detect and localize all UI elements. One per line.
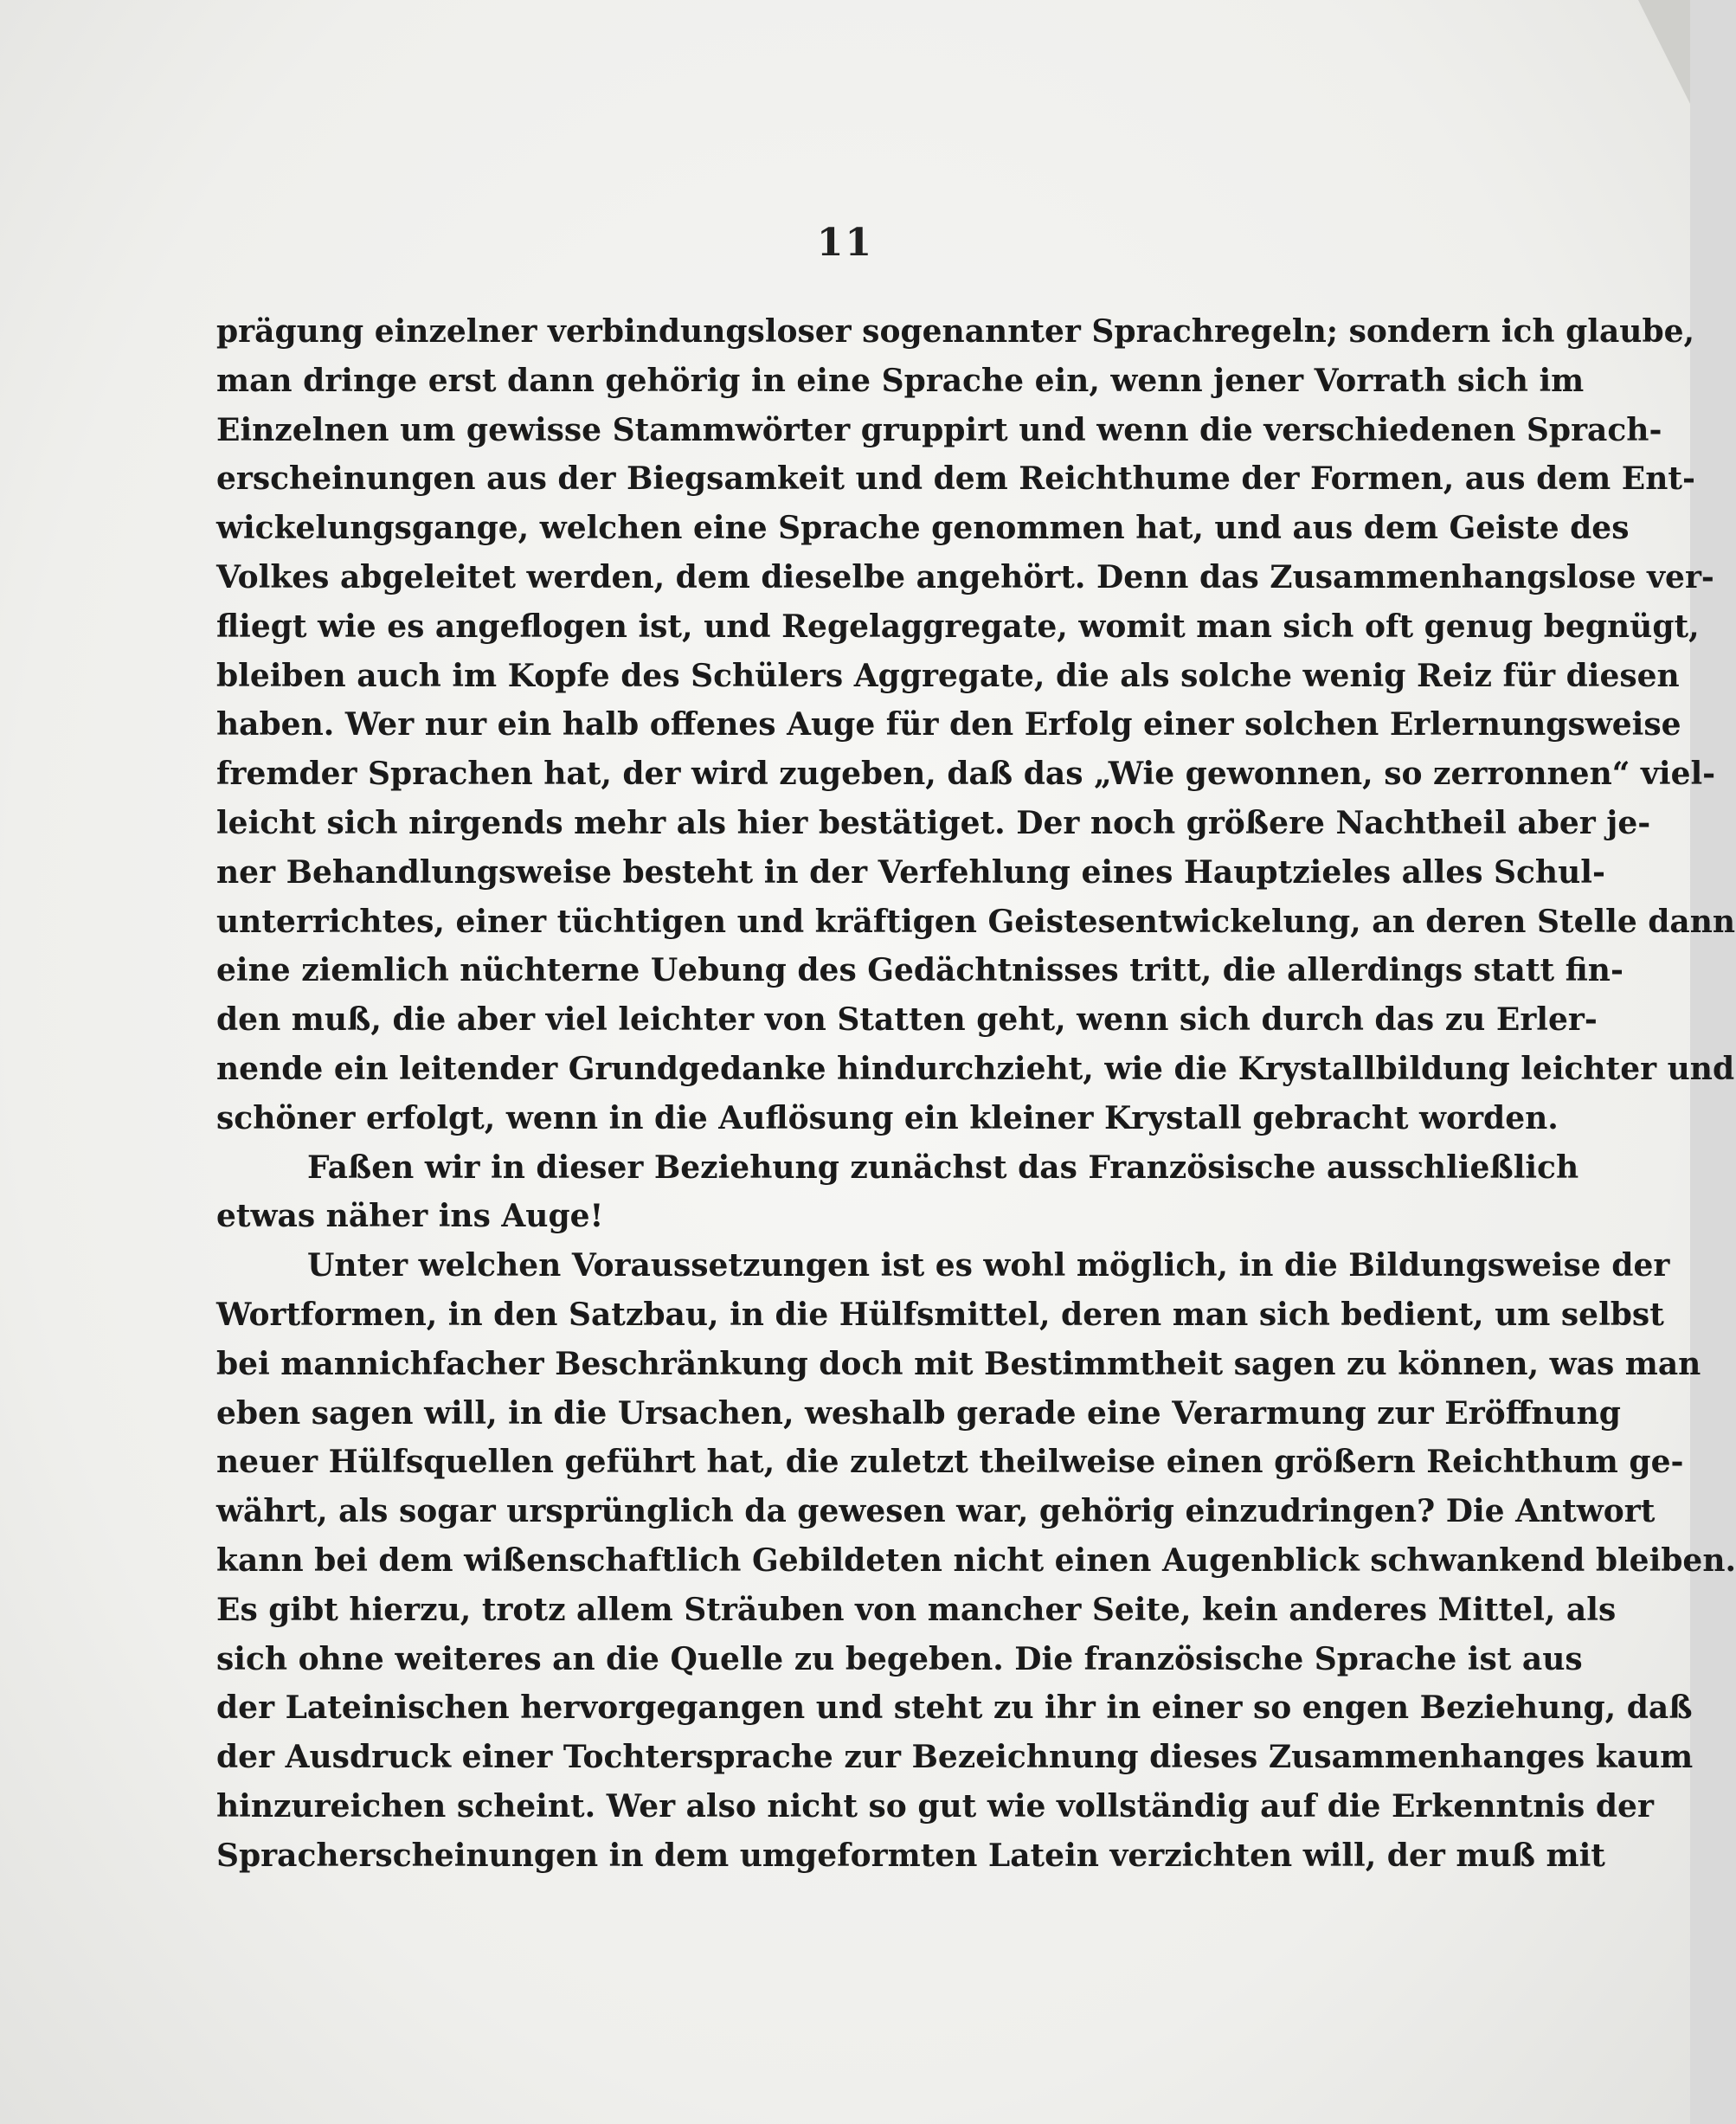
text-line: Spracherscheinungen in dem umgeformten Latein verzichten will, der muß mit xyxy=(216,1837,1605,1874)
text-line: Unter welchen Voraussetzungen ist es wohl möglich, in die Bildungsweise der xyxy=(307,1247,1670,1284)
text-line: schöner erfolgt, wenn in die Auflösung ein kleiner Krystall gebracht worden. xyxy=(216,1099,1559,1136)
text-line: etwas näher ins Auge! xyxy=(216,1198,604,1235)
text-line: prägung einzelner verbindungsloser sogenannter Sprachregeln; sondern ich glaube, xyxy=(216,313,1695,350)
text-line: den muß, die aber viel leichter von Statten geht, wenn sich durch das zu Erler- xyxy=(216,1001,1598,1039)
text-line: ner Behandlungsweise besteht in der Verfehlung eines Hauptzieles alles Schul- xyxy=(216,853,1605,891)
text-line: eine ziemlich nüchterne Uebung des Gedächtnisses tritt, die allerdings statt fin- xyxy=(216,952,1623,989)
text-line: der Ausdruck einer Tochtersprache zur Bezeichnung dieses Zusammenhanges kaum xyxy=(216,1739,1694,1776)
text-line: kann bei dem wißenschaftlich Gebildeten nicht einen Augenblick schwankend bleiben. xyxy=(216,1542,1736,1579)
text-line: währt, als sogar ursprünglich da gewesen war, gehörig einzudringen? Die Antwort xyxy=(216,1493,1656,1530)
text-line: leicht sich nirgends mehr als hier bestätiget. Der noch größere Nachtheil aber je- xyxy=(216,804,1651,841)
text-line: Faßen wir in dieser Beziehung zunächst das Französische ausschließlich xyxy=(307,1149,1579,1186)
text-line: haben. Wer nur ein halb offenes Auge für den Erfolg einer solchen Erlernungsweise xyxy=(216,706,1681,743)
text-line: neuer Hülfsquellen geführt hat, die zuletzt theilweise einen größern Reichthum ge- xyxy=(216,1444,1684,1481)
text-line: Es gibt hierzu, trotz allem Sträuben von mancher Seite, kein anderes Mittel, als xyxy=(216,1591,1617,1628)
page-number: 11 xyxy=(816,221,874,265)
text-line: unterrichtes, einer tüchtigen und kräftigen Geistesentwickelung, an deren Stelle dann xyxy=(216,903,1736,940)
text-line: hinzureichen scheint. Wer also nicht so gut wie vollständig auf die Erkenntnis der xyxy=(216,1787,1654,1825)
text-line: fremder Sprachen hat, der wird zugeben, daß das „Wie gewonnen, so zerronnen“ viel- xyxy=(216,756,1716,793)
text-line: bleiben auch im Kopfe des Schülers Aggregate, die als solche wenig Reiz für diesen xyxy=(216,657,1680,694)
text-line: der Lateinischen hervorgegangen und steht zu ihr in einer so engen Beziehung, daß xyxy=(216,1690,1693,1727)
text-line: erscheinungen aus der Biegsamkeit und dem Reichthume der Formen, aus dem Ent- xyxy=(216,460,1695,498)
text-line: wickelungsgange, welchen eine Sprache genommen hat, und aus dem Geiste des xyxy=(216,510,1630,547)
text-line: nende ein leitender Grundgedanke hindurchzieht, wie die Krystallbildung leichter und xyxy=(216,1050,1735,1087)
text-line: bei mannichfacher Beschränkung doch mit Bestimmtheit sagen zu können, was man xyxy=(216,1345,1701,1382)
body-text xyxy=(216,307,1736,1881)
text-line: sich ohne weiteres an die Quelle zu begeben. Die französische Sprache ist aus xyxy=(216,1640,1583,1677)
text-line: Volkes abgeleitet werden, dem dieselbe angehört. Denn das Zusammenhangslose ver- xyxy=(216,558,1714,595)
text-line: fliegt wie es angeflogen ist, und Regelaggregate, womit man sich oft genug begnügt, xyxy=(216,608,1700,645)
text-line: man dringe erst dann gehörig in eine Sprache ein, wenn jener Vorrath sich im xyxy=(216,362,1585,399)
page-corner-shadow xyxy=(1638,0,1690,104)
text-line: eben sagen will, in die Ursachen, weshalb gerade eine Verarmung zur Eröffnung xyxy=(216,1394,1621,1432)
text-line: Wortformen, in den Satzbau, in die Hülfsmittel, deren man sich bedient, um selbst xyxy=(216,1296,1664,1333)
text-line: Einzelnen um gewisse Stammwörter gruppirt und wenn die verschiedenen Sprach- xyxy=(216,411,1662,448)
